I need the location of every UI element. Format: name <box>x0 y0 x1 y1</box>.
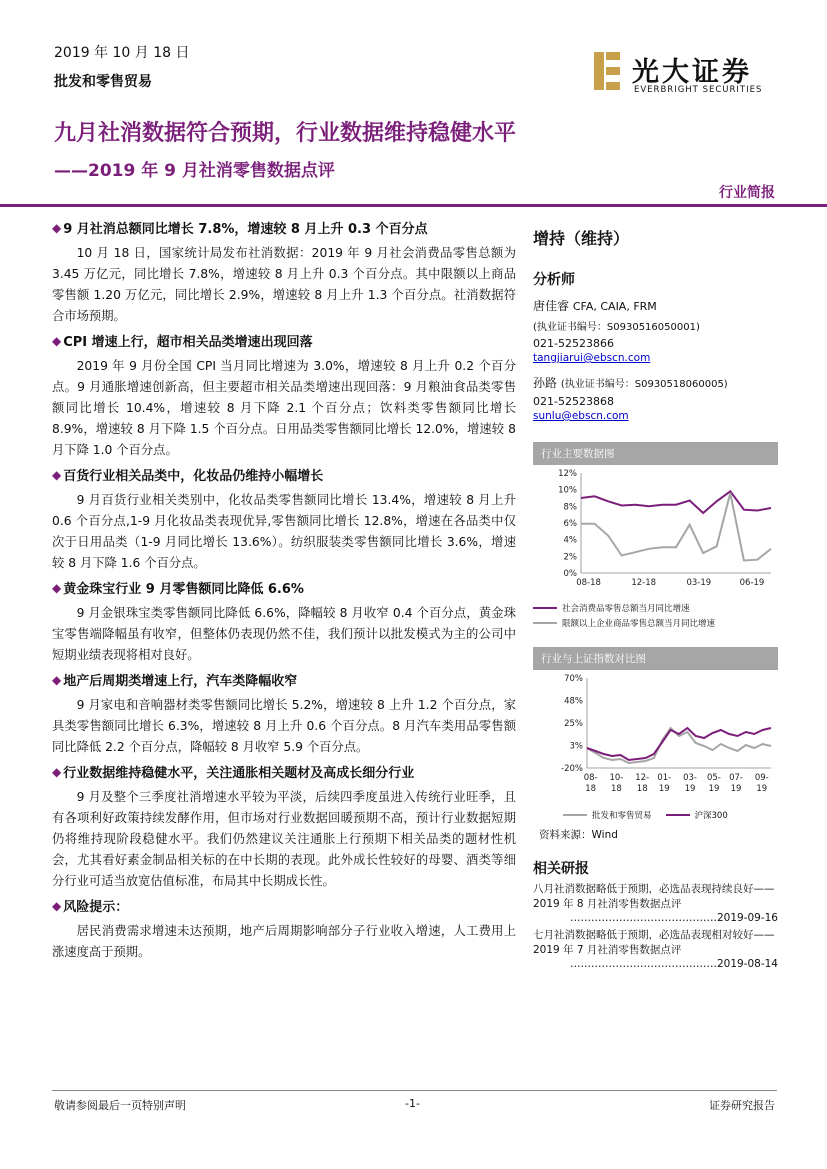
x-tick-label: 08-18 <box>583 773 598 794</box>
legend-label: 社会消费品零售总额当月同比增速 <box>562 604 690 614</box>
y-tick-label: 10% <box>558 485 577 496</box>
section-1 <box>52 218 516 327</box>
diamond-bullet-icon: ◆ <box>52 220 62 235</box>
y-tick-label: 6% <box>563 519 577 529</box>
diamond-bullet-icon: ◆ <box>52 467 62 482</box>
x-tick-label: 09-19 <box>754 773 769 794</box>
legend-swatch-icon <box>563 814 587 816</box>
y-tick-label: 70% <box>564 674 583 684</box>
section-5 <box>52 670 516 758</box>
chart1-svg <box>533 465 778 595</box>
diamond-bullet-icon: ◆ <box>52 764 62 779</box>
series-line <box>587 728 771 760</box>
page-number: -1- <box>405 1097 420 1110</box>
x-tick-label: 08-18 <box>576 578 601 588</box>
diamond-bullet-icon: ◆ <box>52 672 62 687</box>
y-tick-label: 2% <box>563 552 577 563</box>
analyst-phone: 021-52523868 <box>533 395 614 408</box>
logo-english: EVERBRIGHT SECURITIES <box>634 85 763 95</box>
everbright-logo <box>592 48 772 98</box>
x-tick-label: 03-19 <box>686 578 712 588</box>
sidebar <box>533 214 778 970</box>
analyst-phone: 021-52523866 <box>533 337 614 350</box>
footer-report-label: 证券研究报告 <box>709 1099 775 1112</box>
section-text: 居民消费需求增速未达预期，地产后周期影响部分子行业收入增速，人工费用上涨速度高于预期。 <box>52 924 516 959</box>
x-tick-label: 01-19 <box>657 773 672 794</box>
analyst-email-link[interactable]: sunlu@ebscn.com <box>533 410 629 422</box>
related-title: 八月社消数据略低于预期，必选品表现持续良好——2019 年 8 月社消零售数据点评 <box>533 883 775 910</box>
section-7 <box>52 896 516 963</box>
industry-label: 批发和零售贸易 <box>54 74 152 90</box>
analyst-1 <box>533 297 778 364</box>
chart1-title: 行业主要数据图 <box>533 442 778 465</box>
legend-swatch-icon <box>533 622 557 624</box>
section-text: 9 月家电和音响器材类零售额同比增长 5.2%，增速较 8 上升 1.2 个百分点，家具类零售额同比增长 6.3%，增速较 8 月上升 0.6 个百分点。8 月汽车类用品零售额同比降低 2.2 个百分点，降幅较 8 月收窄 5.9 个百分点。 <box>52 698 516 754</box>
section-heading: 行业数据维持稳健水平，关注通胀相关题材及高成长细分行业 <box>63 766 415 781</box>
section-text: 9 月及整个三季度社消增速水平较为平淡，后续四季度虽进入传统行业旺季，且有各项利好政策持续发酵作用，但市场对行业数据回暖预期不高，预计行业数据短期仍将维持现阶段稳健水平。我们仍然建议关注通胀上行预期下相关品类的题材性机会，尤其看好素金制品相关标的在中长期的表现。此外成长性较好的母婴、酒类等细分行业可适当放宽估值标准，布局其中长期成长性。 <box>52 790 516 888</box>
diamond-bullet-icon: ◆ <box>52 898 62 913</box>
analyst-2 <box>533 374 778 422</box>
section-2 <box>52 331 516 461</box>
chart2-svg <box>533 670 778 802</box>
y-tick-label: 0% <box>563 569 577 579</box>
x-tick-label: 07-19 <box>729 773 743 794</box>
analyst-certs: CFA, CAIA, FRM <box>572 300 657 313</box>
section-4 <box>52 578 516 666</box>
x-tick-label: 06-19 <box>739 578 765 588</box>
legend-label: 限额以上企业商品零售总额当月同比增速 <box>562 619 716 629</box>
analyst-name: 唐佳睿 <box>533 299 570 313</box>
series-line <box>581 491 771 513</box>
chart2-box <box>533 647 778 821</box>
analyst-name: 孙路 <box>533 376 558 390</box>
x-tick-label: 10-18 <box>609 773 624 794</box>
section-heading: 黄金珠宝行业 9 月零售额同比降低 6.6% <box>63 582 304 597</box>
y-tick-label: 25% <box>564 719 583 729</box>
report-title: 九月社消数据符合预期，行业数据维持稳健水平 <box>54 121 517 146</box>
series-line <box>581 493 771 561</box>
chart2-title: 行业与上证指数对比图 <box>533 647 778 670</box>
report-date: 2019 年 10 月 18 日 <box>54 45 190 61</box>
section-text: 2019 年 9 月份全国 CPI 当月同比增速为 3.0%，增速较 8 月上升 0.2 个百分点。9 月通胀增速创新高，但主要超市相关品类增速出现回落：9 月粮油食品类零售额同比增长 10.4%，增速较 8 月下降 2.1 个百分点；饮料类零售额同比增长 8.9%，增速较 8 月下降 1.5 个百分点。日用品类零售额同比增长 12.0%，增速较 8 月下降 1.0 个百分点。 <box>52 359 516 457</box>
everbright-logo-icon <box>592 50 622 92</box>
section-text: 9 月金银珠宝类零售额同比降低 6.6%，降幅较 8 月收窄 0.4 个百分点，黄金珠宝零售端降幅虽有收窄，但整体仍表现仍然不佳，我们预计以批发模式为主的公司中短期业绩表现将相对良好。 <box>52 606 516 662</box>
chart1-box <box>533 442 778 629</box>
legend-label: 沪深300 <box>694 811 728 821</box>
analyst-email-link[interactable]: tangjiarui@ebscn.com <box>533 352 651 364</box>
diamond-bullet-icon: ◆ <box>52 580 62 595</box>
section-heading: 风险提示： <box>63 900 129 915</box>
analyst-license: (执业证书编号：S0930518060005) <box>560 379 728 390</box>
section-text: 10 月 18 日，国家统计局发布社消数据：2019 年 9 月社会消费品零售总额为 3.45 万亿元，同比增长 7.8%，增速较 8 月上升 0.3 个百分点。其中限额以上商品零售额 1.20 万亿元，同比增长 2.9%，增速较 8 月上升 1.3 个百分点。社消数据符合市场预期。 <box>52 246 516 323</box>
legend-label: 批发和零售贸易 <box>592 811 652 821</box>
section-heading: 百货行业相关品类中，化妆品仍维持小幅增长 <box>63 469 324 484</box>
section-heading: CPI 增速上行，超市相关品类增速出现回落 <box>63 335 313 350</box>
report-type: 行业简报 <box>719 185 775 201</box>
related-heading: 相关研报 <box>533 861 589 877</box>
diamond-bullet-icon: ◆ <box>52 333 62 348</box>
y-tick-label: 4% <box>563 535 577 546</box>
related-title: 七月社消数据略低于预期，必选品表现相对较好——2019 年 7 月社消零售数据点评 <box>533 929 775 956</box>
section-6 <box>52 762 516 892</box>
x-tick-label: 03-19 <box>683 773 697 794</box>
rating: 增持（维持） <box>533 229 630 248</box>
y-tick-label: 48% <box>564 696 583 707</box>
section-heading: 9 月社消总额同比增长 7.8%，增速较 8 月上升 0.3 个百分点 <box>63 222 428 237</box>
footer-divider <box>52 1090 777 1091</box>
x-tick-label: 05-19 <box>707 773 721 794</box>
related-item[interactable] <box>533 882 778 924</box>
source-note: 资料来源：Wind <box>539 829 618 841</box>
analyst-heading: 分析师 <box>533 272 575 288</box>
x-tick-label: 12-18 <box>635 773 650 794</box>
main-content <box>52 214 516 967</box>
legend-swatch-icon <box>666 814 690 816</box>
y-tick-label: 8% <box>563 502 577 513</box>
logo-chinese: 光大证券 <box>632 57 752 88</box>
section-text: 9 月百货行业相关类别中，化妆品类零售额同比增长 13.4%，增速较 8 月上升 0.6 个百分点,1-9 月化妆品类表现优异,零售额同比增长 12.8%，增速在各品类中仅次于日用品类（1-9 月同比增长 13.6%）。纺织服装类零售额同比增长 3.6%，增速较 8 月下降 1.6 个百分点。 <box>52 493 516 570</box>
section-heading: 地产后周期类增速上行，汽车类降幅收窄 <box>63 674 298 689</box>
section-3 <box>52 465 516 574</box>
y-tick-label: 3% <box>569 741 583 752</box>
y-tick-label: 12% <box>558 469 577 479</box>
y-tick-label: -20% <box>561 764 583 774</box>
header-divider <box>0 204 827 207</box>
footer-disclaimer: 敬请参阅最后一页特别声明 <box>54 1099 186 1112</box>
analyst-license: (执业证书编号：S0930516050001) <box>533 322 700 333</box>
legend-swatch-icon <box>533 607 557 609</box>
x-tick-label: 12-18 <box>631 578 657 588</box>
related-date: ……………………………………2019-09-16 <box>569 912 778 924</box>
related-item[interactable] <box>533 928 778 970</box>
report-subtitle: ——2019 年 9 月社消零售数据点评 <box>54 161 335 181</box>
related-date: ……………………………………2019-08-14 <box>569 958 778 970</box>
